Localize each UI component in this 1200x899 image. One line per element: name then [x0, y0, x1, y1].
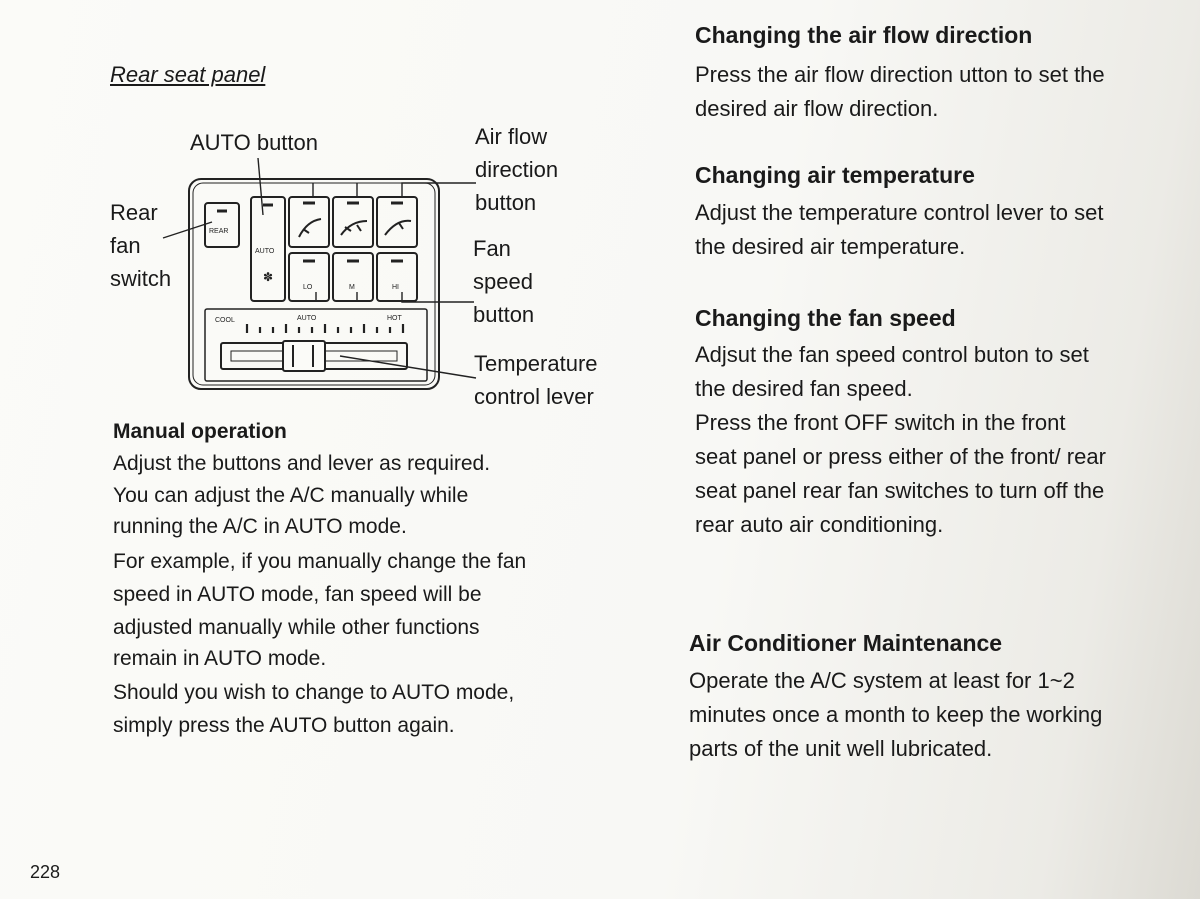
panel-cool-text: COOL — [215, 317, 235, 324]
temperature-line-1: Adjust the temperature control lever to set — [695, 200, 1104, 225]
temperature-scale-ticks — [247, 324, 403, 333]
manual-operation-line: adjusted manually while other functions — [113, 616, 480, 639]
air-flow-line-1: Press the air flow direction utton to set the — [695, 62, 1105, 87]
label-air-flow-direction-button: Air flow direction button — [475, 124, 559, 215]
panel-rear-text: REAR — [209, 228, 229, 235]
maintenance-heading: Air Conditioner Maintenance — [689, 630, 1003, 656]
manual-operation-heading: Manual operation — [113, 420, 287, 443]
maintenance-line-2: minutes once a month to keep the working — [689, 702, 1103, 727]
fan-speed-line-6: rear auto air conditioning. — [695, 512, 944, 537]
maintenance-line-1: Operate the A/C system at least for 1~2 — [689, 668, 1075, 693]
maintenance-line-3: parts of the unit well lubricated. — [689, 736, 993, 761]
manual-operation-line: speed in AUTO mode, fan speed will be — [113, 583, 482, 606]
manual-operation-line: You can adjust the A/C manually while — [113, 484, 469, 507]
manual-operation-line: remain in AUTO mode. — [113, 647, 327, 670]
label-auto-button: AUTO button — [190, 130, 318, 155]
manual-operation-line: running the A/C in AUTO mode. — [113, 515, 407, 538]
page-number: 228 — [30, 862, 61, 882]
panel-auto-text: AUTO — [255, 248, 275, 255]
temperature-lever-knob — [283, 341, 325, 371]
manual-operation-line: Adjust the buttons and lever as required. — [113, 452, 491, 475]
panel-hi-text: HI — [392, 284, 399, 291]
temperature-heading: Changing air temperature — [695, 162, 975, 188]
fan-speed-line-5: seat panel rear fan switches to turn off the — [695, 478, 1105, 503]
fan-speed-line-3: Press the front OFF switch in the front — [695, 410, 1066, 435]
temperature-line-2: the desired air temperature. — [695, 234, 966, 259]
air-flow-heading: Changing the air flow direction — [695, 22, 1033, 48]
section-title: Rear seat panel — [110, 62, 266, 87]
panel-hot-text: HOT — [387, 315, 402, 322]
control-panel-drawing — [185, 175, 445, 395]
air-flow-line-2: desired air flow direction. — [695, 96, 939, 121]
panel-m-text: M — [349, 284, 355, 291]
fan-speed-line-1: Adjsut the fan speed control buton to set — [695, 342, 1089, 367]
label-temperature-control-lever: Temperature control lever — [474, 351, 598, 409]
fan-speed-line-4: seat panel or press either of the front/ rear — [695, 444, 1106, 469]
panel-scale-auto-text: AUTO — [297, 315, 317, 322]
fan-symbol-icon: ✽ — [263, 270, 274, 284]
manual-operation-line: For example, if you manually change the fan — [113, 550, 527, 573]
manual-operation-line: simply press the AUTO button again. — [113, 714, 455, 737]
label-fan-speed-button: Fan speed button — [473, 236, 535, 327]
fan-speed-line-2: the desired fan speed. — [695, 376, 913, 401]
panel-lo-text: LO — [303, 284, 313, 291]
fan-speed-heading: Changing the fan speed — [695, 305, 956, 331]
label-rear-fan-switch: Rear fan switch — [110, 200, 172, 291]
manual-operation-line: Should you wish to change to AUTO mode, — [113, 681, 515, 704]
